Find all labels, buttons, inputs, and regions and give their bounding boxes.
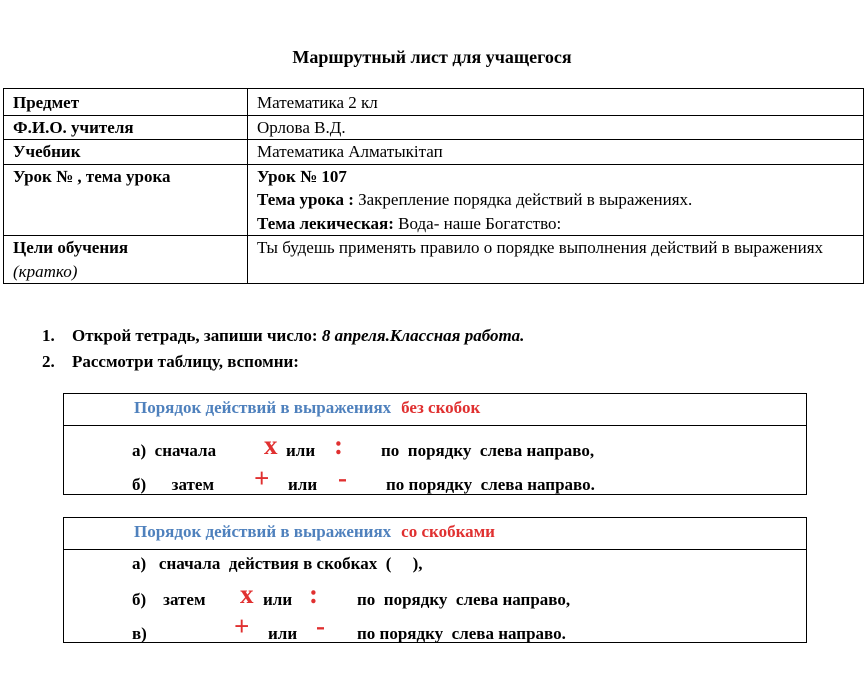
subject-value: Математика 2 кл (248, 89, 864, 116)
lexical-value: Вода- наше Богатство: (393, 213, 562, 233)
plus-sign: + (234, 611, 250, 641)
rule-box-subtitle: без скобок (401, 398, 481, 417)
textbook-value: Математика Алматыкітап (248, 140, 864, 165)
table-row (4, 89, 864, 116)
minus-sign: - (316, 611, 325, 641)
lesson-label: Урок № , тема урока (4, 164, 248, 236)
table-row (4, 236, 864, 284)
step-number: 2. (42, 352, 55, 371)
rule-line (64, 432, 806, 466)
page-title: Маршрутный лист для учащегося (292, 47, 572, 67)
rule-line (64, 550, 806, 584)
rule-box-header (64, 394, 806, 426)
textbook-label: Учебник (4, 140, 248, 165)
lesson-cell (248, 164, 864, 236)
table-row (4, 140, 864, 165)
rule-rest: по порядку слева направо, (381, 441, 595, 460)
rule-or: или (286, 441, 316, 460)
divide-sign: : (309, 579, 318, 609)
table-row (4, 115, 864, 140)
plus-sign: + (254, 463, 270, 493)
rule-rest: по порядку слева направо. (357, 624, 566, 643)
rule-box-with-brackets (63, 517, 807, 643)
multiply-sign: x (240, 579, 254, 609)
rule-rest: по порядку слева направо. (386, 475, 595, 494)
step-number: 1. (42, 326, 55, 345)
goals-label: Цели обучения (13, 238, 129, 257)
lesson-topic (257, 188, 863, 212)
subject-label: Предмет (4, 89, 248, 116)
rule-rest: по порядку слева направо, (357, 590, 571, 609)
lesson-topic-label: Тема урока : (257, 190, 354, 209)
table-row (4, 164, 864, 236)
rule-box-subtitle: со скобками (401, 522, 495, 541)
rule-line (64, 611, 806, 652)
rule-text: а) сначала действия в скобках ( ), (132, 554, 423, 573)
goals-value: Ты будешь применять правило о порядке выполнения действий в выражениях (248, 236, 864, 284)
list-item (42, 323, 524, 349)
minus-sign: - (338, 463, 347, 493)
goals-sub: (кратко) (13, 261, 78, 281)
rule-box-header (64, 518, 806, 550)
rule-or: или (288, 475, 318, 494)
step-highlight: 8 апреля.Классная работа. (321, 326, 525, 345)
lexical-label: Тема лекическая: (257, 213, 394, 233)
rule-prefix: в) (132, 624, 147, 643)
steps-list (42, 323, 524, 375)
teacher-value: Орлова В.Д. (248, 115, 864, 140)
rule-box-no-brackets (63, 393, 807, 495)
rule-line (64, 463, 806, 500)
rule-prefix: б) затем (132, 590, 206, 609)
goals-label-cell (4, 236, 248, 284)
step-text: Открой тетрадь, запиши число: (72, 326, 322, 345)
rule-or: или (268, 624, 298, 643)
rule-prefix: б) затем (132, 475, 215, 494)
list-item (42, 349, 524, 375)
rule-prefix: а) сначала (132, 441, 217, 460)
info-table (3, 88, 864, 284)
rule-box-title: Порядок действий в выражениях (134, 398, 392, 417)
divide-sign: : (334, 430, 343, 460)
step-text: Рассмотри таблицу, вспомни: (72, 352, 299, 371)
teacher-label: Ф.И.О. учителя (4, 115, 248, 140)
rule-or: или (263, 590, 293, 609)
lexical-topic (257, 212, 863, 236)
multiply-sign: x (264, 430, 278, 460)
rule-box-title: Порядок действий в выражениях (134, 522, 392, 541)
lesson-number: Урок № 107 (257, 166, 347, 186)
rule-line (64, 579, 806, 618)
lesson-topic-value: Закрепление порядка действий в выражениях. (353, 190, 693, 209)
